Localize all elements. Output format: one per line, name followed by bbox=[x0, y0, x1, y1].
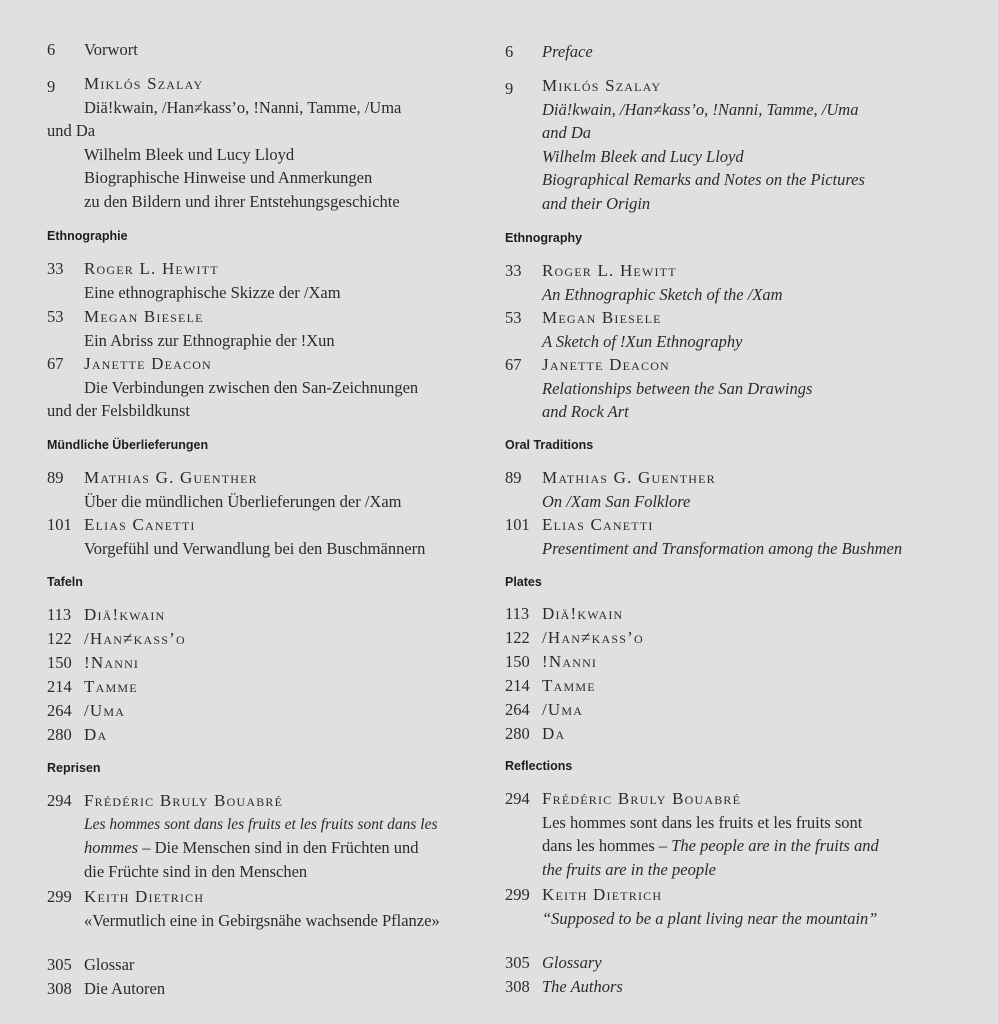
toc-entry-plate bbox=[505, 674, 975, 698]
entry-line: und der Felsbildkunst bbox=[47, 401, 190, 420]
toc-entry-szalay bbox=[505, 74, 975, 215]
entry-author: Frédéric Bruly Bouabré bbox=[84, 791, 284, 810]
entry-author: Miklós Szalay bbox=[542, 76, 662, 95]
entry-line: Die Verbindungen zwischen den San-Zeichnungen bbox=[84, 377, 419, 397]
entry-line: Les hommes sont dans les fruits et les fruits sont bbox=[542, 812, 863, 832]
toc-entry-plate bbox=[47, 651, 487, 675]
entry-author: Roger L. Hewitt bbox=[542, 261, 677, 280]
toc-entry-preface bbox=[505, 40, 975, 64]
entry-line: Relationships between the San Drawings bbox=[542, 378, 813, 398]
entry-author: Janette Deacon bbox=[542, 355, 670, 374]
entry-line: and Da bbox=[542, 123, 592, 142]
toc-entry-canetti bbox=[47, 513, 487, 560]
entry-line: On /Xam San Folklore bbox=[542, 491, 691, 511]
page-number: 122 bbox=[505, 628, 530, 647]
entry-line: Biographical Remarks and Notes on the Pictures bbox=[542, 170, 865, 189]
toc-entry-dietrich bbox=[47, 885, 487, 932]
plate-name: /Han≠kass’o bbox=[542, 628, 644, 647]
toc-entry-plate bbox=[47, 723, 487, 747]
plate-name: Tamme bbox=[542, 676, 596, 695]
entry-author: Frédéric Bruly Bouabré bbox=[542, 789, 742, 808]
toc-entry-biesele bbox=[47, 305, 487, 352]
plate-name: !Nanni bbox=[542, 652, 598, 671]
toc-entry-guenther bbox=[505, 466, 975, 513]
page-number: 280 bbox=[47, 725, 72, 744]
entry-line: and their Origin bbox=[542, 193, 651, 213]
entry-line: Vorgefühl und Verwandlung bei den Buschmännern bbox=[84, 538, 426, 558]
toc-entry-vorwort bbox=[47, 38, 487, 62]
toc-entry-bouabre bbox=[505, 787, 975, 881]
toc-entry-plate bbox=[47, 699, 487, 723]
toc-entry-glossar bbox=[47, 953, 487, 977]
plate-name: !Nanni bbox=[84, 653, 140, 672]
toc-entry-plate bbox=[47, 627, 487, 651]
entry-author: Mathias G. Guenther bbox=[542, 468, 716, 487]
toc-entry-biesele bbox=[505, 306, 975, 353]
toc-entry-hewitt bbox=[505, 259, 975, 306]
entry-line: Ein Abriss zur Ethnographie der !Xun bbox=[84, 330, 335, 350]
entry-line-italic: hommes bbox=[84, 838, 139, 857]
entry-line: Wilhelm Bleek und Lucy Lloyd bbox=[84, 144, 295, 164]
section-heading-plates: Plates bbox=[505, 575, 542, 589]
page-number: 308 bbox=[505, 977, 530, 996]
plate-name: /Han≠kass’o bbox=[84, 629, 186, 648]
toc-entry-dietrich bbox=[505, 883, 975, 930]
page-number: 6 bbox=[47, 40, 56, 59]
entry-author: Megan Biesele bbox=[84, 307, 204, 326]
entry-line: Diä!kwain, /Han≠kass’o, !Nanni, Tamme, /Uma bbox=[84, 97, 402, 117]
entry-line: Über die mündlichen Überlieferungen der /Xam bbox=[84, 491, 402, 511]
entry-line: die Früchte sind in den Menschen bbox=[84, 861, 308, 881]
page-number: 53 bbox=[47, 307, 64, 326]
page-number: 122 bbox=[47, 629, 72, 648]
page-number: 9 bbox=[47, 77, 56, 96]
entry-author: Keith Dietrich bbox=[84, 887, 205, 906]
page-number: 6 bbox=[505, 42, 514, 61]
entry-author: Keith Dietrich bbox=[542, 885, 663, 904]
toc-entry-plate bbox=[505, 626, 975, 650]
entry-line: Biographische Hinweise und Anmerkungen bbox=[84, 168, 373, 187]
entry-title: Preface bbox=[542, 42, 593, 61]
page-number: 33 bbox=[505, 261, 522, 280]
entry-title: Die Autoren bbox=[84, 979, 166, 998]
entry-line: and Rock Art bbox=[542, 402, 629, 421]
entry-title: Glossary bbox=[542, 953, 602, 972]
entry-author: Mathias G. Guenther bbox=[84, 468, 258, 487]
entry-author: Elias Canetti bbox=[84, 515, 196, 534]
entry-line: “Supposed to be a plant living near the mountain” bbox=[542, 908, 878, 928]
page-number: 308 bbox=[47, 979, 72, 998]
entry-line: An Ethnographic Sketch of the /Xam bbox=[542, 284, 783, 304]
entry-line: Presentiment and Transformation among the Bushmen bbox=[542, 538, 903, 558]
toc-entry-glossary bbox=[505, 951, 975, 975]
page-number: 9 bbox=[505, 79, 514, 98]
page-number: 150 bbox=[47, 653, 72, 672]
plate-name: Da bbox=[84, 725, 108, 744]
page-number: 305 bbox=[47, 955, 72, 974]
page-number: 113 bbox=[505, 604, 530, 623]
plate-name: Da bbox=[542, 724, 566, 743]
page-number: 294 bbox=[47, 791, 72, 810]
entry-author: Janette Deacon bbox=[84, 354, 212, 373]
plate-name: /Uma bbox=[542, 700, 584, 719]
entry-author: Megan Biesele bbox=[542, 308, 662, 327]
toc-entry-plate bbox=[47, 675, 487, 699]
section-heading-ethnographie: Ethnographie bbox=[47, 229, 128, 243]
entry-line: Eine ethnographische Skizze der /Xam bbox=[84, 282, 341, 302]
entry-line: und Da bbox=[47, 121, 96, 140]
toc-entry-szalay bbox=[47, 72, 487, 213]
page-number: 299 bbox=[47, 887, 72, 906]
toc-entry-plate bbox=[505, 602, 975, 626]
toc-entry-guenther bbox=[47, 466, 487, 513]
entry-title: Glossar bbox=[84, 955, 135, 974]
entry-title: The Authors bbox=[542, 977, 623, 996]
page-number: 101 bbox=[47, 515, 72, 534]
toc-entry-plate bbox=[505, 722, 975, 746]
entry-line: Les hommes sont dans les fruits et les fruits sont dans les bbox=[84, 815, 438, 833]
page-number: 294 bbox=[505, 789, 530, 808]
entry-line: Diä!kwain, /Han≠kass’o, !Nanni, Tamme, /Uma bbox=[542, 99, 859, 119]
toc-entry-deacon bbox=[47, 352, 487, 423]
page-number: 67 bbox=[505, 355, 522, 374]
entry-line: – Die Menschen sind in den Früchten und bbox=[138, 838, 419, 857]
plate-name: Tamme bbox=[84, 677, 138, 696]
page-number: 299 bbox=[505, 885, 530, 904]
page-number: 280 bbox=[505, 724, 530, 743]
page-number: 264 bbox=[47, 701, 72, 720]
page-number: 53 bbox=[505, 308, 522, 327]
toc-entry-plate bbox=[47, 603, 487, 627]
section-heading-reflections: Reflections bbox=[505, 759, 573, 773]
page-number: 89 bbox=[47, 468, 64, 487]
entry-title: Vorwort bbox=[84, 40, 138, 59]
toc-entry-autoren bbox=[47, 977, 487, 1001]
plate-name: Diä!kwain bbox=[84, 605, 166, 624]
section-heading-muendliche: Mündliche Überlieferungen bbox=[47, 438, 209, 452]
entry-author: Miklós Szalay bbox=[84, 74, 204, 93]
toc-entry-hewitt bbox=[47, 257, 487, 304]
toc-entry-authors bbox=[505, 975, 975, 999]
section-heading-tafeln: Tafeln bbox=[47, 575, 83, 589]
entry-author: Roger L. Hewitt bbox=[84, 259, 219, 278]
section-heading-oral-traditions: Oral Traditions bbox=[505, 438, 594, 452]
entry-line-italic: the fruits are in the people bbox=[542, 859, 716, 879]
page-number: 113 bbox=[47, 605, 72, 624]
entry-line: A Sketch of !Xun Ethnography bbox=[542, 331, 743, 351]
entry-line-italic: The people are in the fruits and bbox=[671, 836, 879, 855]
entry-line: «Vermutlich eine in Gebirgsnähe wachsende Pflanze» bbox=[84, 910, 440, 930]
toc-entry-bouabre bbox=[47, 789, 487, 883]
page-number: 214 bbox=[505, 676, 530, 695]
entry-line: dans les hommes – bbox=[542, 836, 672, 855]
page-number: 89 bbox=[505, 468, 522, 487]
page-number: 214 bbox=[47, 677, 72, 696]
page-number: 101 bbox=[505, 515, 530, 534]
page-number: 305 bbox=[505, 953, 530, 972]
toc-entry-plate bbox=[505, 650, 975, 674]
plate-name: Diä!kwain bbox=[542, 604, 624, 623]
page-number: 264 bbox=[505, 700, 530, 719]
toc-entry-deacon bbox=[505, 353, 975, 424]
page-number: 67 bbox=[47, 354, 64, 373]
page-number: 33 bbox=[47, 259, 64, 278]
toc-entry-canetti bbox=[505, 513, 975, 560]
section-heading-ethnography: Ethnography bbox=[505, 231, 583, 245]
entry-line: Wilhelm Bleek and Lucy Lloyd bbox=[542, 146, 744, 166]
plate-name: /Uma bbox=[84, 701, 126, 720]
page-number: 150 bbox=[505, 652, 530, 671]
toc-entry-plate bbox=[505, 698, 975, 722]
section-heading-reprisen: Reprisen bbox=[47, 761, 101, 775]
entry-line: zu den Bildern und ihrer Entstehungsgeschichte bbox=[84, 191, 400, 211]
entry-author: Elias Canetti bbox=[542, 515, 654, 534]
